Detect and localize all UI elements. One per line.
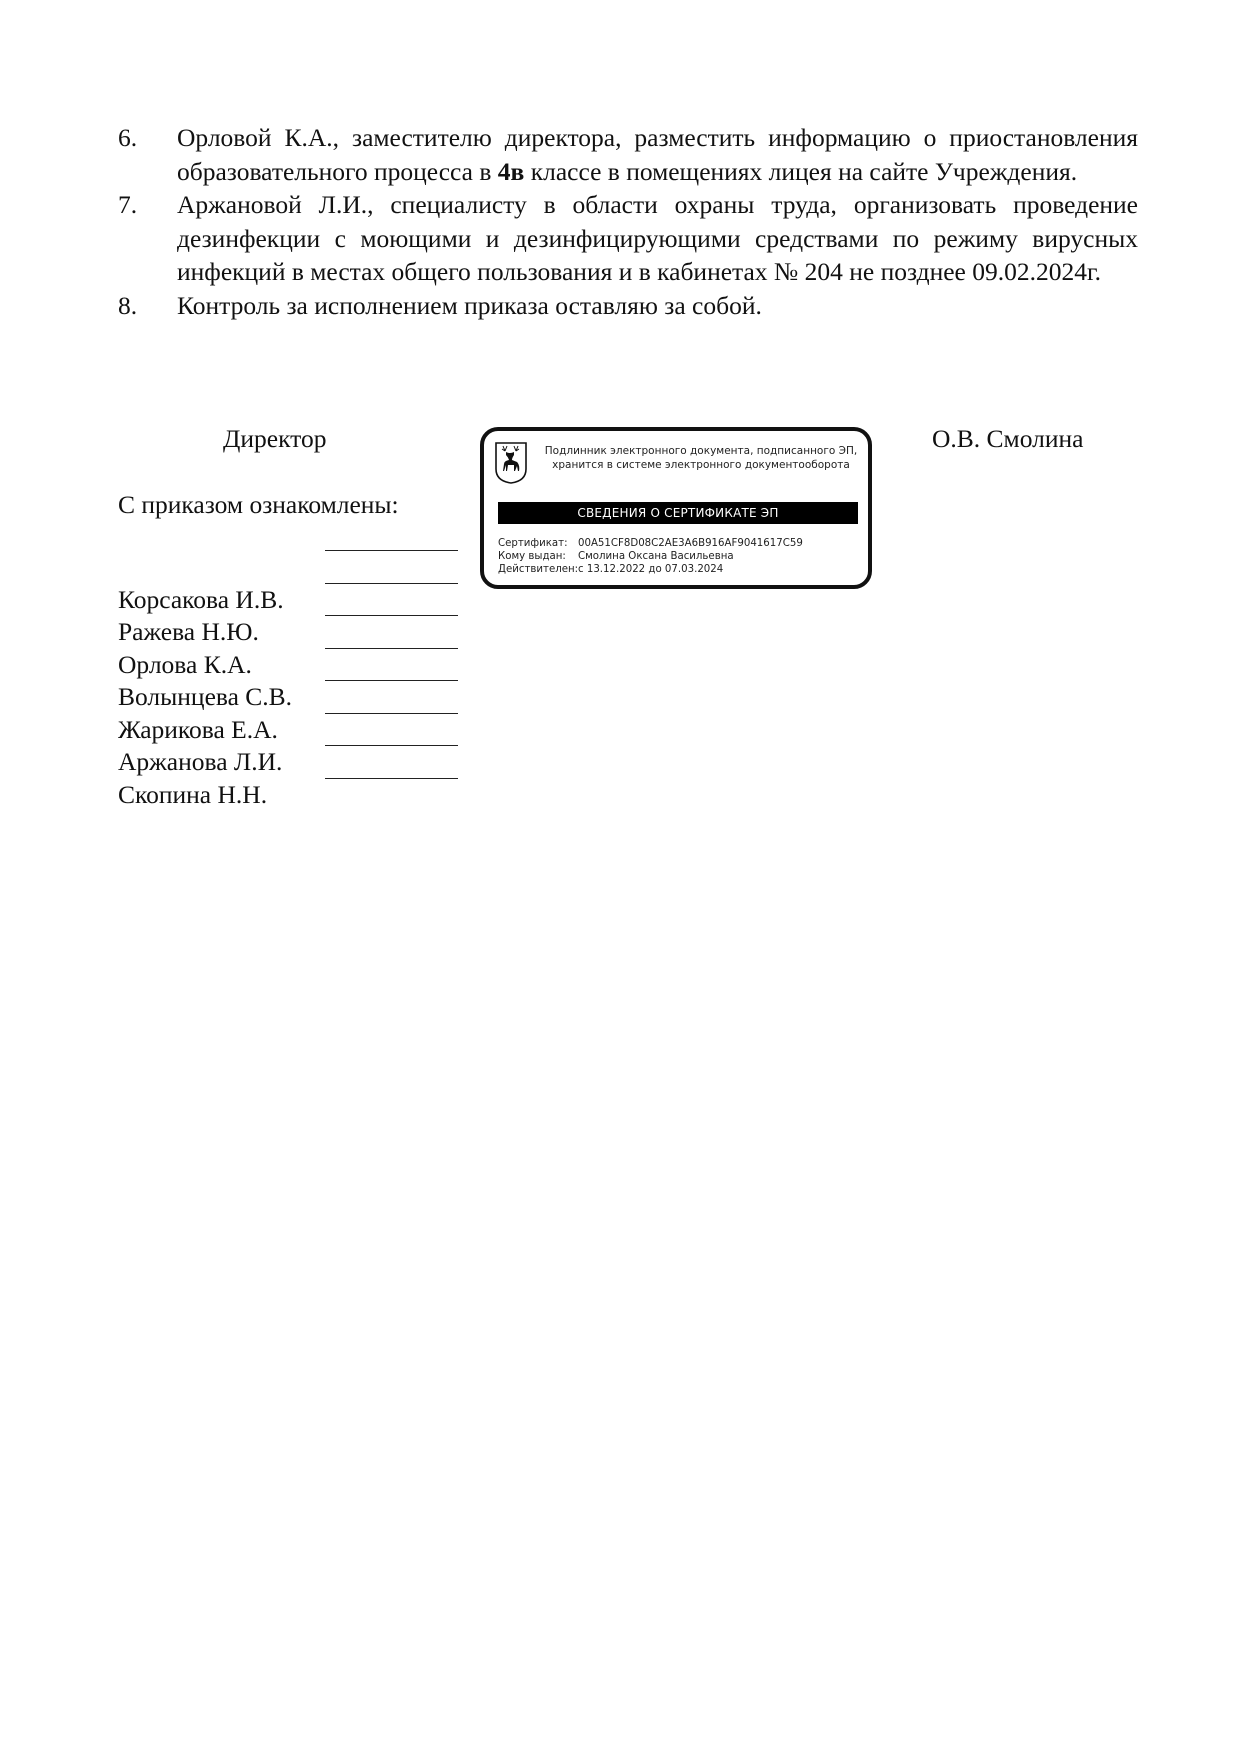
item-text: [177, 121, 1138, 188]
order-item-7: [118, 188, 1138, 289]
validity-row: [498, 563, 803, 576]
certificate-value: 00A51CF8D08C2AE3A6B916AF9041617C59: [578, 538, 803, 549]
issued-to-value: Смолина Оксана Васильевна: [578, 551, 734, 562]
stamp-header-line: Подлинник электронного документа, подписанного ЭП,: [544, 445, 858, 457]
signatory-name: Жарикова Е.А.: [118, 714, 278, 744]
signatory-name: Ражева Н.Ю.: [118, 617, 259, 646]
signatory-name: Скопина Н.Н.: [118, 779, 268, 809]
order-item-8: [118, 289, 1138, 323]
deer-coat-of-arms-icon: [494, 441, 528, 485]
item-text: Аржановой Л.И., специалисту в области охраны труда, организовать проведение дезинфекции с моющими и дезинфицирующими средствами по режиму вирусных инфекций в местах общего пользования и в кабинетах № 204 не позднее 09.02.2024г.: [177, 190, 1138, 286]
signature-line: [325, 778, 458, 779]
item-text-part: классе в помещениях лицея на сайте Учреждения.: [524, 156, 1078, 186]
validity-label: Действителен:: [498, 564, 579, 575]
stamp-header-line: хранится в системе электронного документооборота: [552, 459, 850, 471]
signatory-name: Волынцева С.В.: [118, 682, 293, 711]
signature-line: [325, 680, 458, 681]
signature-line: [325, 648, 458, 649]
order-item-6: [118, 121, 1138, 188]
signature-line: [325, 583, 458, 584]
stamp-title-bar: СВЕДЕНИЯ О СЕРТИФИКАТЕ ЭП: [498, 502, 858, 524]
signatory-name: Аржанова Л.И.: [118, 747, 283, 776]
director-name: О.В. Смолина: [932, 424, 1084, 453]
item-number: 7.: [118, 190, 138, 219]
validity-value: с 13.12.2022 до 07.03.2024: [578, 564, 724, 575]
signatory-name: Орлова К.А.: [118, 649, 252, 679]
signatory-name: Корсакова И.В.: [118, 584, 284, 614]
electronic-signature-stamp: [480, 427, 872, 589]
item-text: Контроль за исполнением приказа оставляю за собой.: [177, 290, 762, 320]
signature-line: [325, 615, 458, 616]
acknowledgement-heading: С приказом ознакомлены:: [118, 490, 399, 519]
stamp-header: [536, 444, 866, 472]
signature-line: [325, 745, 458, 746]
signature-line: [325, 550, 458, 551]
order-items-list: [118, 121, 1138, 322]
item-number: 6.: [118, 123, 138, 152]
certificate-label: Сертификат:: [498, 538, 568, 549]
item-text-part: Орловой К.А., заместителю директора, разместить информацию о приостановления образовательного процесса в: [177, 123, 1138, 186]
certificate-row: [498, 537, 803, 550]
director-title: Директор: [223, 424, 327, 453]
class-name-bold: 4в: [497, 156, 525, 186]
item-number: 8.: [118, 290, 138, 320]
issued-to-row: [498, 550, 803, 563]
signature-line: [325, 713, 458, 714]
stamp-details: [498, 537, 803, 576]
issued-to-label: Кому выдан:: [498, 551, 566, 562]
